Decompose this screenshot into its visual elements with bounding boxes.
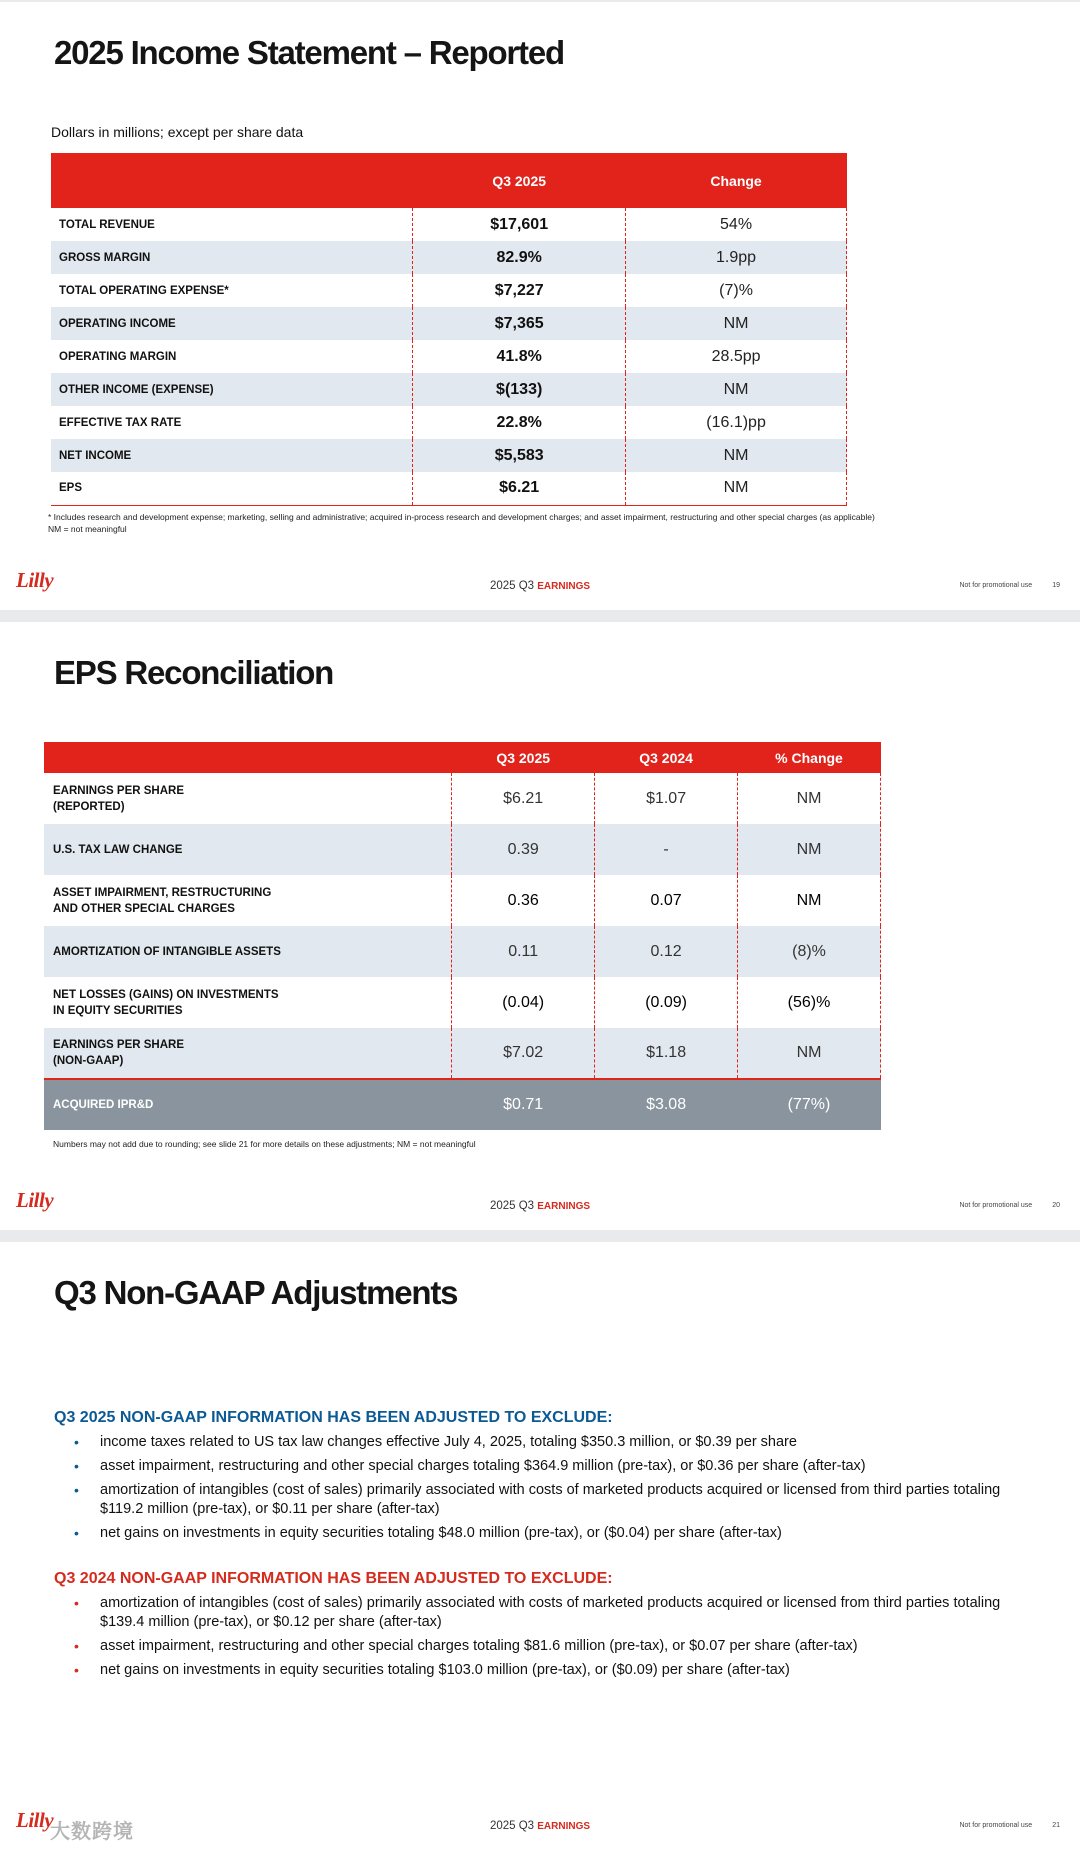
list-item-text: asset impairment, restructuring and other special charges totaling $81.6 million (pre-tax), or $0.07 per share (after-tax): [100, 1638, 858, 1654]
bullet-icon: •: [74, 1638, 79, 1654]
row-q3-2024-value: (0.09): [595, 977, 738, 1028]
slide-title: EPS Reconciliation: [54, 654, 334, 691]
page-number: 20: [1052, 1202, 1060, 1209]
table-row: [44, 824, 881, 875]
footer-title: [0, 580, 1080, 592]
row-label: OPERATING INCOME: [51, 307, 413, 340]
row-change-value: NM: [738, 824, 881, 875]
row-change-value: 1.9pp: [626, 241, 847, 274]
row-q3-2024-value: 0.12: [595, 926, 738, 977]
footer-period: 2025 Q3: [489, 580, 535, 592]
footer-promo-note: Not for promotional use: [959, 582, 1033, 589]
row-q3-2025-value: $0.71: [452, 1079, 595, 1130]
table-row-ipr: [44, 1079, 881, 1130]
footer-earnings: EARNINGS: [537, 1201, 591, 1212]
bullet-icon: •: [74, 1482, 79, 1498]
row-label-line2: AND OTHER SPECIAL CHARGES: [53, 902, 235, 915]
list-item: [74, 1661, 1034, 1680]
row-label-line1: EARNINGS PER SHARE: [53, 784, 184, 797]
table-row: [44, 1028, 881, 1079]
bullet-icon: •: [74, 1662, 79, 1678]
slide-eps-reconciliation: [0, 622, 1080, 1230]
slide-footer: [0, 562, 1080, 610]
heading-q3-2024: Q3 2024 NON-GAAP INFORMATION HAS BEEN ADJUSTED TO EXCLUDE:: [54, 1570, 613, 1587]
table-header-row: [51, 153, 847, 208]
lilly-logo: Lilly: [16, 1188, 54, 1212]
eps-reconciliation-table: [44, 742, 881, 1130]
row-q3-2024-value: 0.07: [595, 875, 738, 926]
row-q3-2025-value: $6.21: [452, 773, 595, 824]
footer-title: [0, 1200, 1080, 1212]
row-label: EFFECTIVE TAX RATE: [59, 416, 182, 429]
row-label: TOTAL REVENUE: [59, 218, 155, 231]
row-q3-2024-value: -: [595, 824, 738, 875]
row-label-line1: U.S. TAX LAW CHANGE: [53, 843, 183, 856]
row-q3-value: $6.21: [413, 472, 626, 505]
footer-promo-note: Not for promotional use: [959, 1202, 1033, 1209]
header-q3-2025: Q3 2025: [452, 742, 595, 773]
list-item: [74, 1457, 1034, 1476]
row-change-value: (77%): [738, 1079, 881, 1130]
row-change-value: 54%: [626, 208, 847, 241]
row-label: EPS: [51, 472, 413, 505]
row-label: [44, 1028, 452, 1079]
table-row: [51, 241, 847, 274]
bullet-icon: •: [74, 1525, 79, 1541]
row-change-value: NM: [738, 1028, 881, 1079]
row-q3-2025-value: 0.39: [452, 824, 595, 875]
row-q3-value: $17,601: [413, 208, 626, 241]
row-label: [44, 773, 452, 824]
row-q3-2024-value: $1.07: [595, 773, 738, 824]
table-row: [51, 307, 847, 340]
footnote-nm: NM = not meaningful: [48, 524, 127, 534]
bullet-icon: •: [74, 1458, 79, 1474]
row-label: OPERATING MARGIN: [59, 350, 177, 363]
footnote-opex: * Includes research and development expense; marketing, selling and administrative; acquired in-process research and development charges; and asset impairment, restructuring and other special charges (as applicable): [48, 512, 875, 522]
footer-earnings: EARNINGS: [537, 1821, 591, 1832]
row-label-line1: ASSET IMPAIRMENT, RESTRUCTURING: [53, 886, 272, 899]
row-change-value: NM: [626, 472, 847, 505]
list-item-text: amortization of intangibles (cost of sales) primarily associated with costs of marketed products acquired or licensed from third parties totaling $119.2 million (pre-tax), or $0.11 per share (after-tax): [100, 1482, 1001, 1517]
page-number: 21: [1052, 1822, 1060, 1829]
row-change-value: (7)%: [626, 274, 847, 307]
footer-period: 2025 Q3: [489, 1200, 535, 1212]
row-label: [44, 926, 452, 977]
row-label-line2: (NON-GAAP): [53, 1055, 124, 1067]
row-label-line2: (REPORTED): [53, 800, 125, 813]
list-item: [74, 1594, 1034, 1632]
row-label: ACQUIRED IPR&D: [44, 1079, 452, 1130]
footer-promo-note: Not for promotional use: [959, 1822, 1033, 1829]
footnotes: [48, 511, 875, 535]
slide-footer: [0, 1182, 1080, 1230]
row-label-line1: EARNINGS PER SHARE: [53, 1039, 184, 1051]
slide-subtitle: Dollars in millions; except per share data: [51, 124, 304, 140]
row-q3-2024-value: $1.18: [595, 1028, 738, 1079]
lilly-logo: Lilly: [16, 1808, 54, 1832]
row-label: GROSS MARGIN: [51, 241, 413, 274]
table-row: [44, 875, 881, 926]
row-change-value: NM: [738, 773, 881, 824]
row-label-line2: IN EQUITY SECURITIES: [53, 1004, 183, 1017]
list-item-text: net gains on investments in equity securities totaling $103.0 million (pre-tax), or ($0.09) per share (after-tax): [100, 1662, 790, 1678]
row-change-value: (8)%: [738, 926, 881, 977]
row-label: [44, 875, 452, 926]
row-label: [44, 977, 452, 1028]
footer-disclaimer: [959, 1202, 1060, 1209]
income-statement-table: [51, 153, 847, 506]
list-q3-2024-adjustments: [74, 1594, 1034, 1685]
row-q3-2025-value: $7.02: [452, 1028, 595, 1079]
row-label: OTHER INCOME (EXPENSE): [51, 373, 413, 406]
table-row: [44, 773, 881, 824]
header-q3-2024: Q3 2024: [595, 742, 738, 773]
header-change: Change: [626, 153, 847, 208]
heading-q3-2025: Q3 2025 NON-GAAP INFORMATION HAS BEEN ADJUSTED TO EXCLUDE:: [54, 1409, 613, 1426]
row-label-line1: AMORTIZATION OF INTANGIBLE ASSETS: [53, 945, 281, 958]
footer-period: 2025 Q3: [489, 1820, 535, 1832]
list-item: [74, 1481, 1034, 1519]
table-row: [44, 977, 881, 1028]
row-q3-value: $7,227: [413, 274, 626, 307]
watermark-text: 大数跨境: [50, 1821, 134, 1843]
table-row: [51, 274, 847, 307]
list-item: [74, 1524, 1034, 1543]
row-q3-value: $7,365: [413, 307, 626, 340]
bullet-icon: •: [74, 1434, 79, 1450]
row-change-value: NM: [626, 307, 847, 340]
lilly-logo: Lilly: [16, 568, 54, 592]
footer-title: [0, 1820, 1080, 1832]
footnote-rounding: Numbers may not add due to rounding; see slide 21 for more details on these adjustments; NM = not meaningful: [53, 1139, 476, 1149]
row-change-value: 28.5pp: [626, 340, 847, 373]
header-blank: [51, 153, 413, 208]
table-row: [51, 373, 847, 406]
list-item-text: net gains on investments in equity securities totaling $48.0 million (pre-tax), or ($0.04) per share (after-tax): [100, 1525, 782, 1541]
row-change-value: NM: [626, 439, 847, 472]
list-item: [74, 1433, 1034, 1452]
list-item-text: amortization of intangibles (cost of sales) primarily associated with costs of marketed products acquired or licensed from third parties totaling $139.4 million (pre-tax), or $0.12 per share (after-tax): [100, 1595, 1001, 1630]
list-q3-2025-adjustments: [74, 1433, 1034, 1548]
slide-title: 2025 Income Statement – Reported: [54, 34, 564, 71]
footer-disclaimer: [959, 582, 1060, 589]
row-label: [44, 824, 452, 875]
row-q3-2024-value: $3.08: [595, 1079, 738, 1130]
table-row: [44, 926, 881, 977]
row-label-line1: NET LOSSES (GAINS) ON INVESTMENTS: [53, 988, 279, 1001]
table-row: [51, 472, 847, 505]
page-number: 19: [1052, 582, 1060, 589]
slide-footer: [0, 1802, 1080, 1850]
row-change-value: NM: [626, 373, 847, 406]
slide-title: Q3 Non-GAAP Adjustments: [54, 1274, 458, 1311]
bullet-icon: •: [74, 1595, 79, 1611]
row-q3-2025-value: 0.36: [452, 875, 595, 926]
row-q3-value: $(133): [413, 373, 626, 406]
row-label: NET INCOME: [51, 439, 413, 472]
footer-earnings: EARNINGS: [537, 581, 591, 592]
slide-non-gaap-adjustments: [0, 1242, 1080, 1850]
row-q3-2025-value: (0.04): [452, 977, 595, 1028]
header-blank: [44, 742, 452, 773]
footer-disclaimer: [959, 1822, 1060, 1829]
slide-income-statement: [0, 2, 1080, 610]
list-item-text: income taxes related to US tax law changes effective July 4, 2025, totaling $350.3 million, or $0.39 per share: [100, 1434, 797, 1450]
row-q3-value: 82.9%: [413, 241, 626, 274]
table-row: [51, 406, 847, 439]
list-item: [74, 1637, 1034, 1656]
row-q3-2025-value: 0.11: [452, 926, 595, 977]
row-change-value: (16.1)pp: [626, 406, 847, 439]
row-q3-value: 41.8%: [413, 340, 626, 373]
table-row: [51, 439, 847, 472]
table-header-row: [44, 742, 881, 773]
table-row: [51, 340, 847, 373]
row-q3-value: 22.8%: [413, 406, 626, 439]
row-label: TOTAL OPERATING EXPENSE*: [59, 284, 229, 297]
table-row: [51, 208, 847, 241]
list-item-text: asset impairment, restructuring and other special charges totaling $364.9 million (pre-tax), or $0.36 per share (after-tax): [100, 1458, 866, 1474]
header-q3-2025: Q3 2025: [413, 153, 626, 208]
header-pct-change: % Change: [738, 742, 881, 773]
row-change-value: NM: [738, 875, 881, 926]
row-change-value: (56)%: [738, 977, 881, 1028]
row-q3-value: $5,583: [413, 439, 626, 472]
